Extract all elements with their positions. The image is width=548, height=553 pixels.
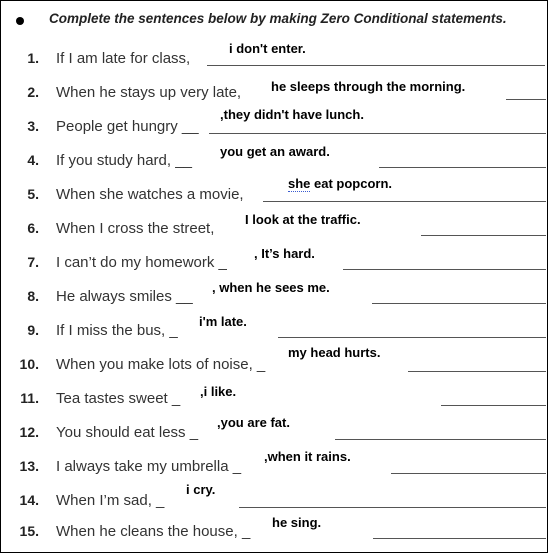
- item-prompt: You should eat less _: [56, 424, 199, 441]
- item-number: 11.: [20, 390, 39, 406]
- answer-text[interactable]: , when he sees me.: [212, 280, 330, 295]
- answer-line: [263, 201, 546, 202]
- answer-line: [373, 538, 546, 539]
- item-prompt: When he cleans the house, _: [56, 523, 251, 540]
- answer-text[interactable]: ,they didn't have lunch.: [220, 107, 364, 122]
- answer-text[interactable]: ,when it rains.: [264, 449, 351, 464]
- answer-text[interactable]: i cry.: [186, 482, 216, 497]
- answer-text[interactable]: she eat popcorn.: [288, 176, 393, 191]
- item-number: 6.: [27, 220, 39, 236]
- list-item: [1, 144, 547, 183]
- item-number: 2.: [27, 84, 39, 100]
- item-number: 1.: [27, 50, 39, 66]
- instruction-text: Complete the sentences below by making Zero Conditional statements.: [49, 11, 507, 26]
- list-item: [1, 314, 547, 353]
- answer-line: [207, 65, 545, 66]
- answer-line: [408, 371, 546, 372]
- item-number: 10.: [19, 356, 39, 372]
- answer-text[interactable]: I look at the traffic.: [245, 212, 361, 227]
- answer-line: [209, 133, 546, 134]
- item-number: 14.: [19, 492, 39, 508]
- answer-line: [506, 99, 546, 100]
- answer-text[interactable]: i don't enter.: [229, 41, 306, 56]
- answer-text[interactable]: you get an award.: [220, 144, 330, 159]
- list-item: [1, 449, 547, 489]
- answer-text[interactable]: my head hurts.: [288, 345, 381, 360]
- item-prompt: I always take my umbrella _: [56, 458, 242, 475]
- item-prompt: When she watches a movie,: [56, 186, 244, 203]
- answer-text[interactable]: he sleeps through the morning.: [271, 79, 466, 94]
- list-item: [1, 280, 547, 319]
- spelling-underline: she: [288, 176, 311, 191]
- list-item: [1, 345, 547, 387]
- item-prompt: People get hungry __: [56, 118, 199, 135]
- answer-line: [343, 269, 546, 270]
- item-number: 12.: [19, 424, 39, 440]
- answer-text[interactable]: ,i like.: [200, 384, 237, 399]
- list-item: [1, 515, 547, 553]
- answer-line: [441, 405, 546, 406]
- answer-line: [379, 167, 546, 168]
- item-number: 13.: [19, 458, 39, 474]
- item-prompt: When I cross the street,: [56, 220, 215, 237]
- answer-line: [278, 337, 546, 338]
- item-prompt: When he stays up very late,: [56, 84, 242, 101]
- answer-text[interactable]: ,you are fat.: [217, 415, 290, 430]
- item-number: 7.: [27, 254, 39, 270]
- item-prompt: He always smiles __: [56, 288, 193, 305]
- list-item: [1, 41, 547, 81]
- item-number: 9.: [27, 322, 39, 338]
- answer-line: [391, 473, 546, 474]
- answer-text[interactable]: he sing.: [272, 515, 322, 530]
- answer-line: [335, 439, 546, 440]
- item-prompt: Tea tastes sweet _: [56, 390, 181, 407]
- item-number: 4.: [27, 152, 39, 168]
- item-prompt: When you make lots of noise, _: [56, 356, 266, 373]
- item-number: 5.: [27, 186, 39, 202]
- item-prompt: When I’m sad, _: [56, 492, 165, 509]
- bullet-icon: [16, 17, 24, 25]
- item-number: 15.: [19, 523, 39, 539]
- answer-text[interactable]: i'm late.: [199, 314, 247, 329]
- item-prompt: I can’t do my homework _: [56, 254, 227, 271]
- item-prompt: If you study hard, __: [56, 152, 192, 169]
- item-number: 8.: [27, 288, 39, 304]
- item-number: 3.: [27, 118, 39, 134]
- answer-text[interactable]: , It’s hard.: [254, 246, 315, 261]
- answer-line: [239, 507, 546, 508]
- answer-line: [421, 235, 546, 236]
- answer-line: [372, 303, 546, 304]
- item-prompt: If I am late for class,: [56, 50, 191, 67]
- item-prompt: If I miss the bus, _: [56, 322, 178, 339]
